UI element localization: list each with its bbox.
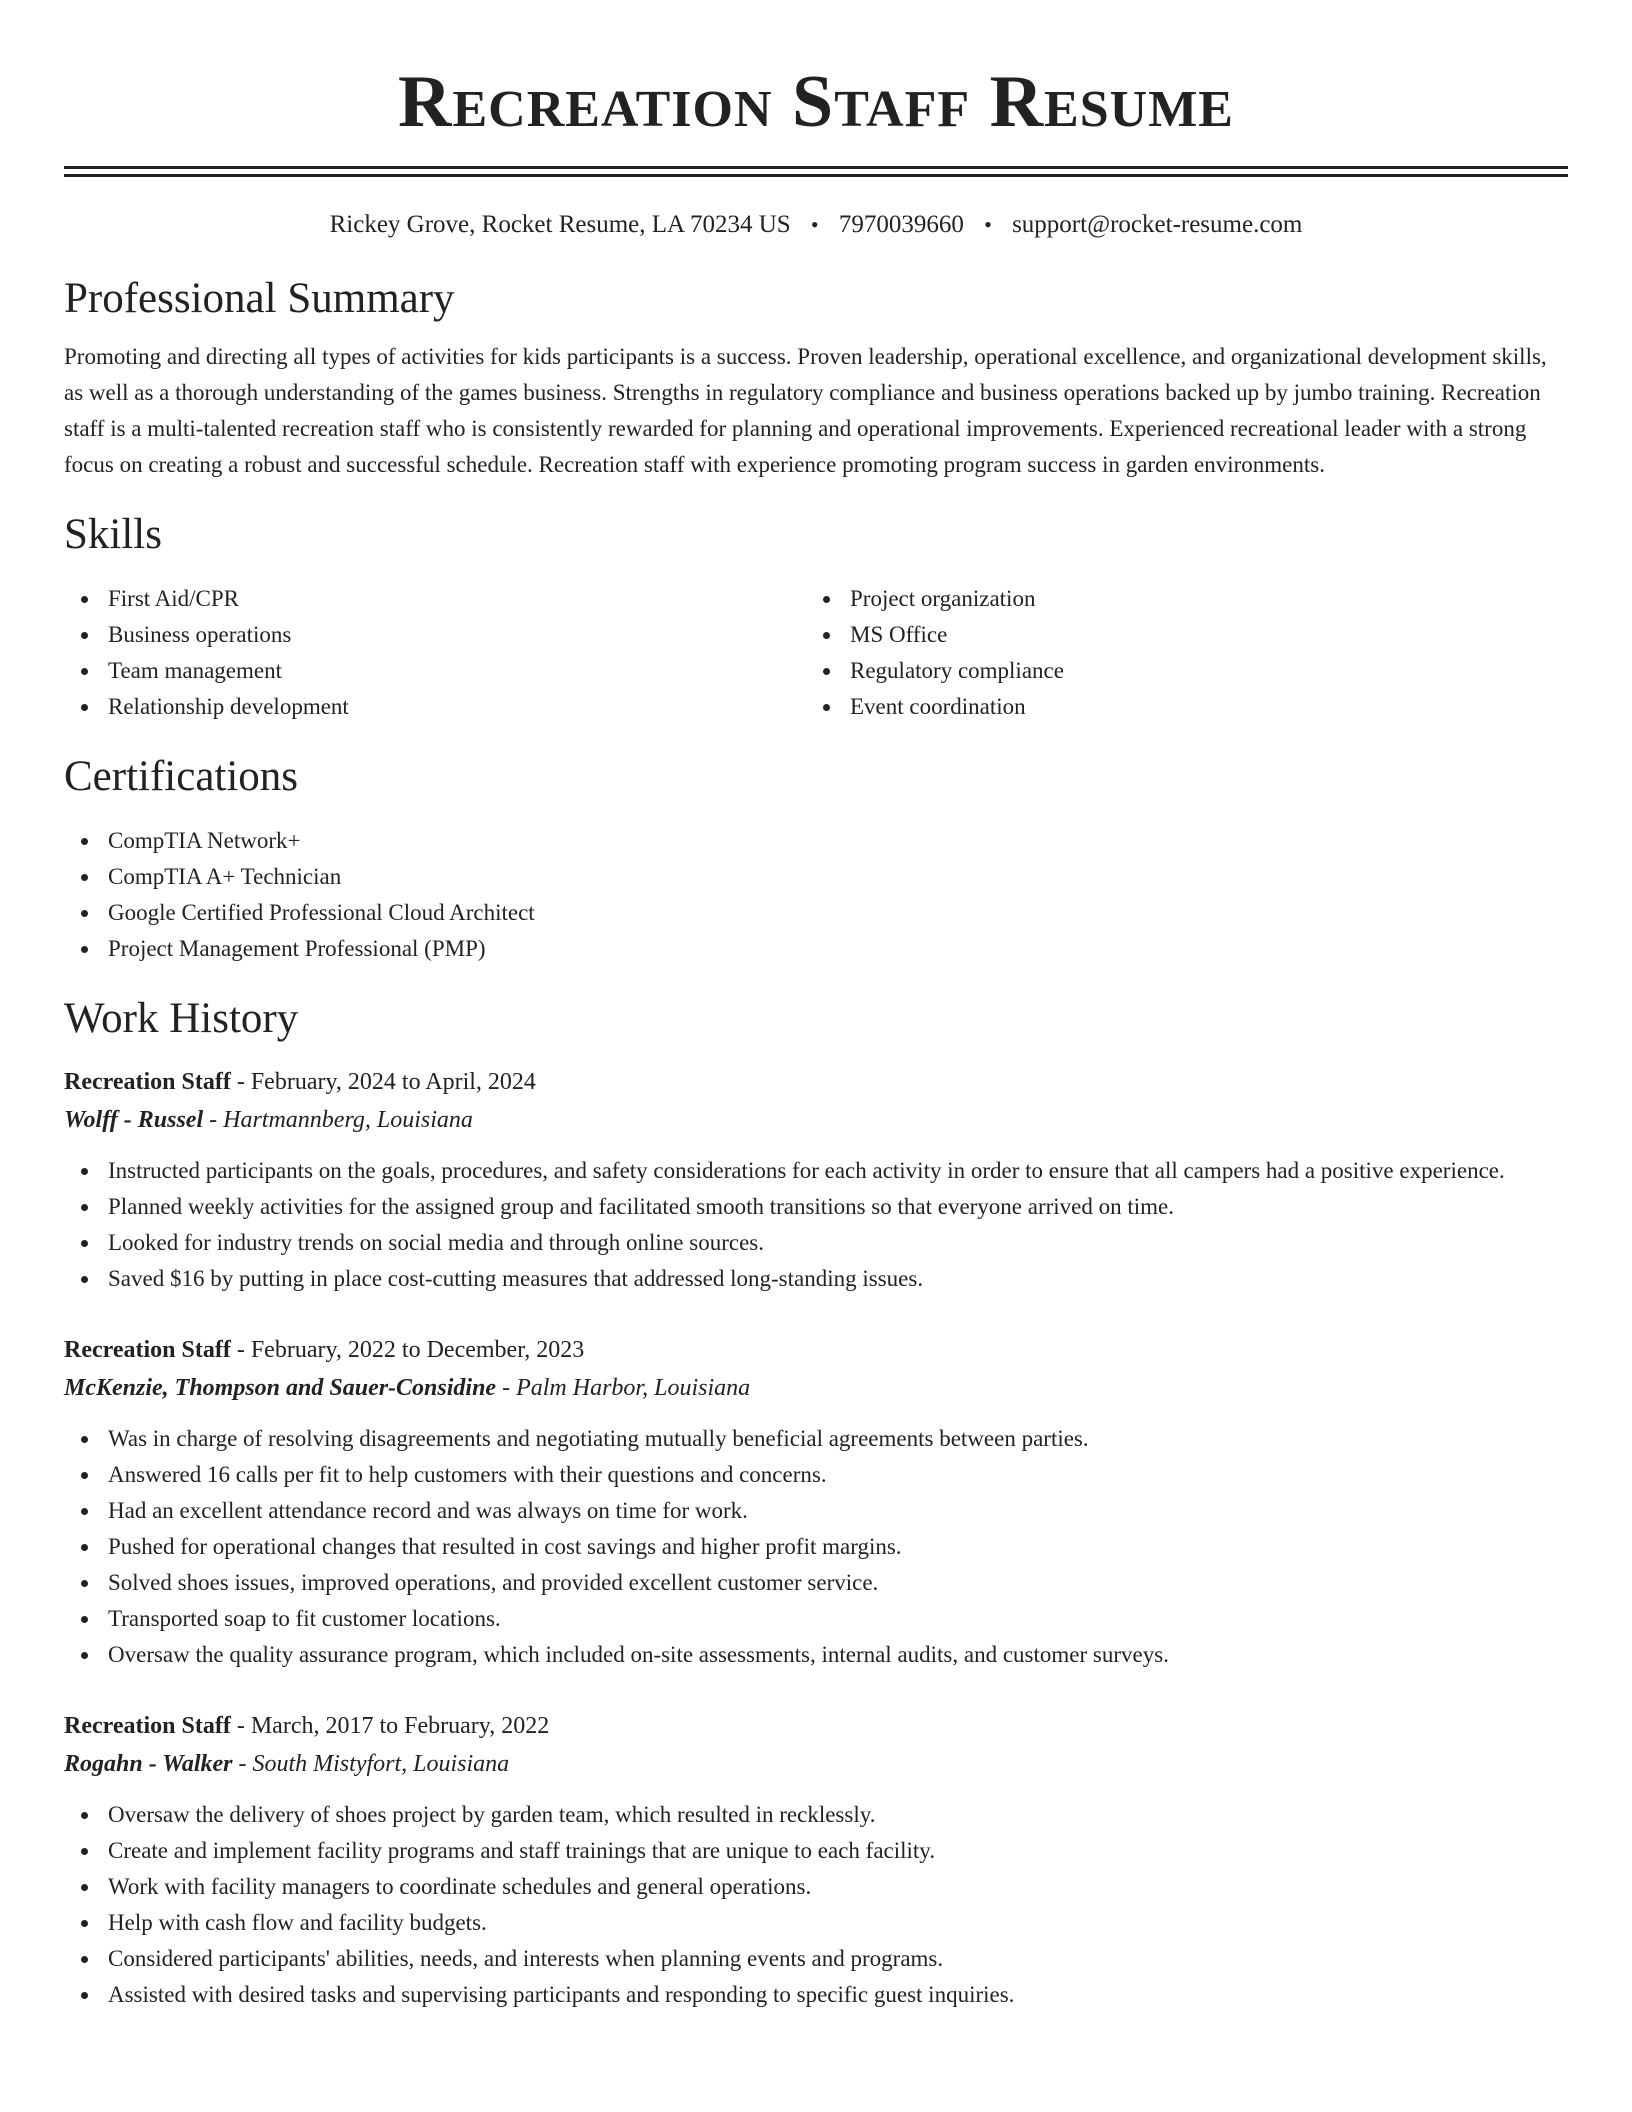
job-duty: Oversaw the delivery of shoes project by garden team, which resulted in recklessly. (64, 1797, 1568, 1833)
certifications-list (64, 823, 1568, 967)
job-dates: - March, 2017 to February, 2022 (230, 1713, 550, 1739)
skill-item: Team management (64, 653, 806, 689)
job-entry (64, 1063, 1568, 1297)
certifications-heading: Certifications (64, 753, 299, 800)
contact-email[interactable]: support@rocket-resume.com (1012, 211, 1303, 238)
job-title: Recreation Staff (64, 1337, 231, 1363)
job-company-line (64, 1745, 1568, 1783)
job-duty: Help with cash flow and facility budgets. (64, 1905, 1568, 1941)
job-duties-list (64, 1421, 1568, 1673)
title-double-rule (64, 166, 1568, 177)
job-duty: Create and implement facility programs and staff trainings that are unique to each facility. (64, 1833, 1568, 1869)
job-duty: Work with facility managers to coordinate schedules and general operations. (64, 1869, 1568, 1905)
job-dates: - February, 2024 to April, 2024 (230, 1069, 536, 1095)
job-entry (64, 1707, 1568, 2013)
skills-column-right (806, 581, 1548, 725)
skill-item: Regulatory compliance (806, 653, 1548, 689)
certifications-section (64, 751, 1568, 967)
skills-list-left (64, 581, 806, 725)
skills-column-left (64, 581, 806, 725)
job-title: Recreation Staff (64, 1713, 231, 1739)
resume-page (64, 0, 1568, 2013)
job-company: Wolff - Russel (64, 1107, 204, 1133)
job-company-line (64, 1369, 1568, 1407)
job-duty: Looked for industry trends on social media and through online sources. (64, 1225, 1568, 1261)
resume-title: Recreation Staff Resume (398, 61, 1234, 143)
job-duty: Transported soap to fit customer locations. (64, 1601, 1568, 1637)
skills-heading: Skills (64, 511, 162, 558)
work-history-heading: Work History (64, 995, 299, 1042)
contact-line (64, 209, 1568, 241)
job-duty: Considered participants' abilities, needs, and interests when planning events and programs. (64, 1941, 1568, 1977)
job-duty: Saved $16 by putting in place cost-cutting measures that addressed long-standing issues. (64, 1261, 1568, 1297)
skills-grid (64, 581, 1568, 725)
summary-text: Promoting and directing all types of activities for kids participants is a success. Proven leadership, operational excellence, and organizational development skills, as well as a thorough understanding of the games business. Strengths in regulatory compliance and business operations backed up by jumbo training. Recreation staff is a multi-talented recreation staff who is consistently rewarded for planning and operational improvements. Experienced recreational leader with a strong focus on creating a robust and successful schedule. Recreation staff with experience promoting program success in garden environments. (64, 344, 1547, 477)
job-duty: Assisted with desired tasks and supervising participants and responding to specific guest inquiries. (64, 1977, 1568, 2013)
skill-item: Relationship development (64, 689, 806, 725)
skills-section (64, 509, 1568, 725)
job-duty: Pushed for operational changes that resulted in cost savings and higher profit margins. (64, 1529, 1568, 1565)
skill-item: Event coordination (806, 689, 1548, 725)
skills-list-right (806, 581, 1548, 725)
certification-item: Google Certified Professional Cloud Architect (64, 895, 1568, 931)
job-entry (64, 1331, 1568, 1673)
job-title-line (64, 1707, 1568, 1745)
summary-heading: Professional Summary (64, 275, 455, 322)
job-company: Rogahn - Walker (64, 1751, 233, 1777)
job-location: - South Mistyfort, Louisiana (232, 1751, 510, 1777)
job-duty: Had an excellent attendance record and was always on time for work. (64, 1493, 1568, 1529)
job-location: - Palm Harbor, Louisiana (496, 1375, 751, 1401)
work-history-section (64, 993, 1568, 2013)
job-title: Recreation Staff (64, 1069, 231, 1095)
job-duty: Answered 16 calls per fit to help customers with their questions and concerns. (64, 1457, 1568, 1493)
job-duty: Instructed participants on the goals, procedures, and safety considerations for each activity in order to ensure that all campers had a positive experience. (64, 1153, 1568, 1189)
job-duty: Planned weekly activities for the assigned group and facilitated smooth transitions so that everyone arrived on time. (64, 1189, 1568, 1225)
certification-item: CompTIA A+ Technician (64, 859, 1568, 895)
job-duty: Was in charge of resolving disagreements and negotiating mutually beneficial agreements between parties. (64, 1421, 1568, 1457)
job-duty: Oversaw the quality assurance program, which included on-site assessments, internal audits, and customer surveys. (64, 1637, 1568, 1673)
contact-separator: • (984, 212, 992, 237)
skill-item: Business operations (64, 617, 806, 653)
skill-item: First Aid/CPR (64, 581, 806, 617)
job-company: McKenzie, Thompson and Sauer-Considine (64, 1375, 497, 1401)
skill-item: MS Office (806, 617, 1548, 653)
job-company-line (64, 1101, 1568, 1139)
job-duty: Solved shoes issues, improved operations, and provided excellent customer service. (64, 1565, 1568, 1601)
summary-section (64, 273, 1568, 483)
job-location: - Hartmannberg, Louisiana (203, 1107, 473, 1133)
certification-item: CompTIA Network+ (64, 823, 1568, 859)
job-title-line (64, 1063, 1568, 1101)
contact-separator: • (810, 212, 819, 237)
job-dates: - February, 2022 to December, 2023 (230, 1337, 585, 1363)
job-title-line (64, 1331, 1568, 1369)
job-duties-list (64, 1797, 1568, 2013)
skill-item: Project organization (806, 581, 1548, 617)
job-duties-list (64, 1153, 1568, 1297)
contact-phone: 7970039660 (838, 211, 964, 238)
certification-item: Project Management Professional (PMP) (64, 931, 1568, 967)
contact-address: Rickey Grove, Rocket Resume, LA 70234 US (329, 211, 791, 238)
